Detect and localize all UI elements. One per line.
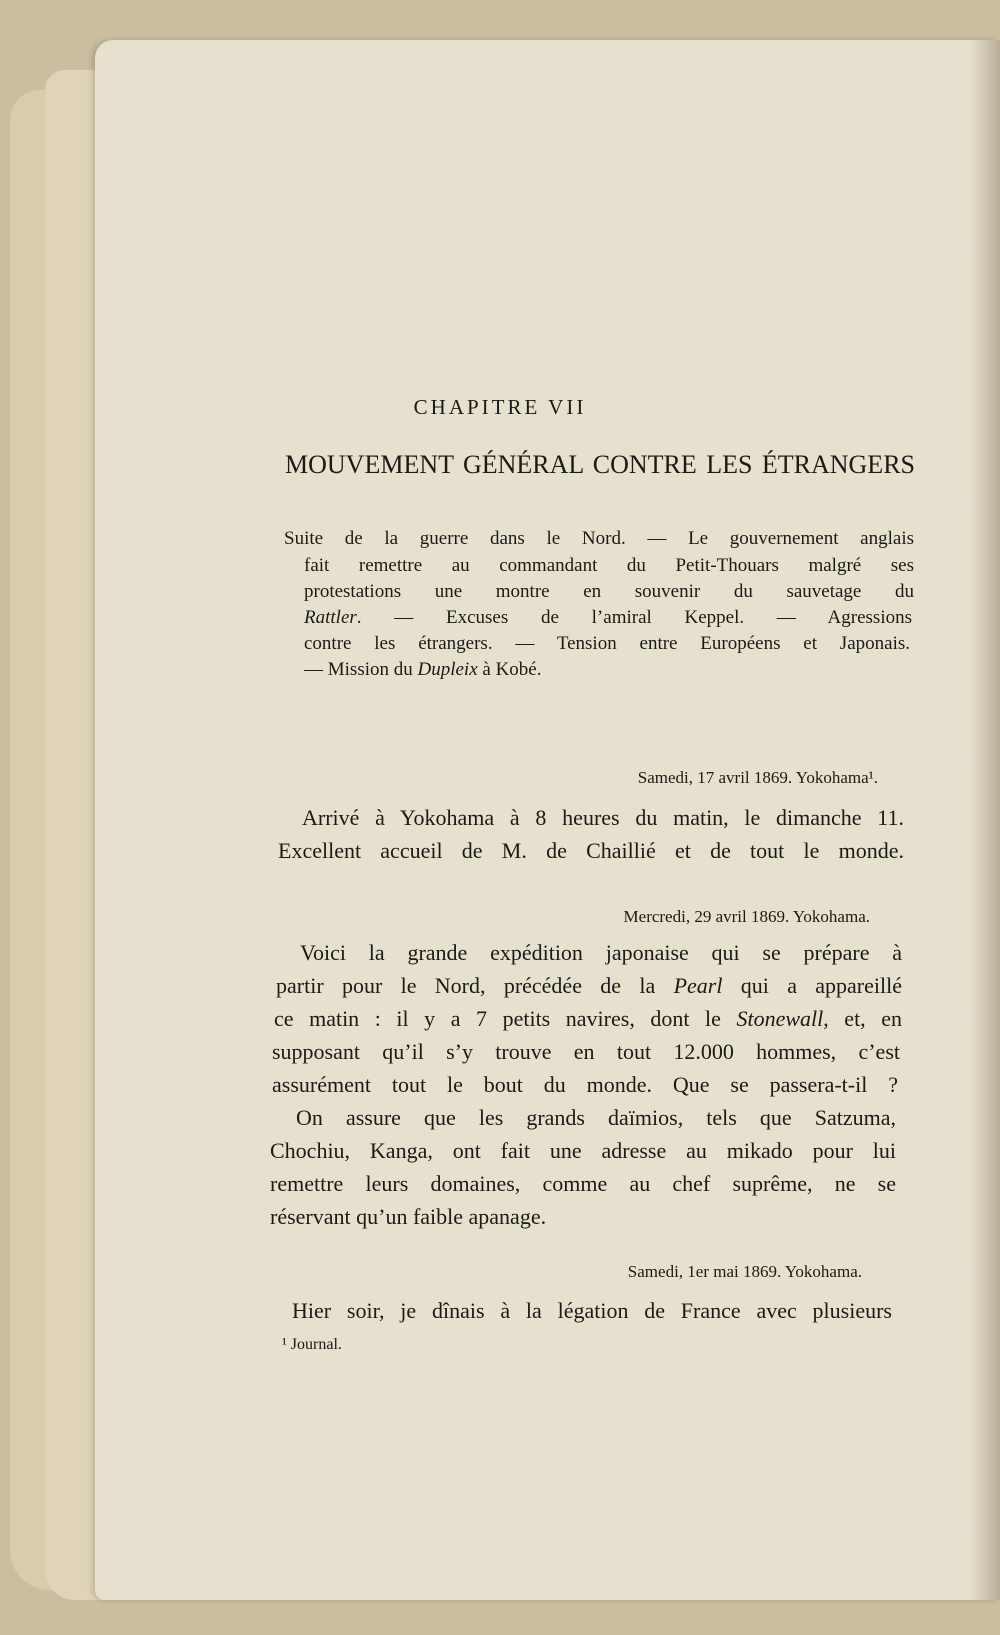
entry-date: Samedi, 17 avril 1869. Yokohama¹. [637,768,878,787]
entry-date: Samedi, 1er mai 1869. Yokohama. [627,1262,862,1281]
ship-name: Stonewall [736,1006,824,1031]
body-line: remettre leurs domaines, comme au chef suprême, ne se [270,1171,896,1196]
body-line [276,973,902,999]
body-line: Voici la grande expédition japonaise qui se prépare à [300,940,902,965]
summary-line: Suite de la guerre dans le Nord. — Le gouvernement anglais [284,528,914,549]
ship-name: Dupleix [417,659,478,680]
summary-line [304,607,912,629]
body-text: qui a appareillé [722,973,902,998]
footnote: ¹ Journal. [282,1336,342,1353]
chapter-title: MOUVEMENT GÉNÉRAL CONTRE LES ÉTRANGERS [285,450,915,479]
ship-name: Pearl [673,973,723,998]
body-text: , et, en [823,1006,902,1031]
body-line: Arrivé à Yokohama à 8 heures du matin, le dimanche 11. [302,805,904,830]
summary-text: — Mission du [304,659,418,680]
summary-line: contre les étrangers. — Tension entre Européens et Japonais. [304,633,910,654]
summary-line: fait remettre au commandant du Petit-Thouars malgré ses [304,555,914,576]
book-gutter [970,40,1000,1600]
summary-line: protestations une montre en souvenir du sauvetage du [304,581,914,602]
body-line: Hier soir, je dînais à la légation de France avec plusieurs [292,1298,892,1323]
body-text: partir pour le Nord, précédée de la [276,973,674,998]
body-line: assurément tout le bout du monde. Que se passera-t-il ? [272,1072,898,1097]
body-line: réservant qu’un faible apanage. [270,1204,547,1229]
chapter-number: CHAPITRE VII [413,395,587,419]
entry-date: Mercredi, 29 avril 1869. Yokohama. [623,907,870,926]
body-line: Excellent accueil de M. de Chaillié et de tout le monde. [278,838,904,863]
body-line: On assure que les grands daïmios, tels que Satzuma, [296,1105,896,1130]
body-line: supposant qu’il s’y trouve en tout 12.000 hommes, c’est [272,1039,900,1064]
summary-text: . — Excuses de l’amiral Keppel. — Agressions [356,607,912,628]
ship-name: Rattler [304,607,357,628]
body-line: Chochiu, Kanga, ont fait une adresse au mikado pour lui [270,1138,896,1163]
body-line [274,1006,902,1032]
summary-line [304,659,604,681]
summary-text: à Kobé. [477,659,542,680]
body-text: ce matin : il y a 7 petits navires, dont le [274,1006,737,1031]
